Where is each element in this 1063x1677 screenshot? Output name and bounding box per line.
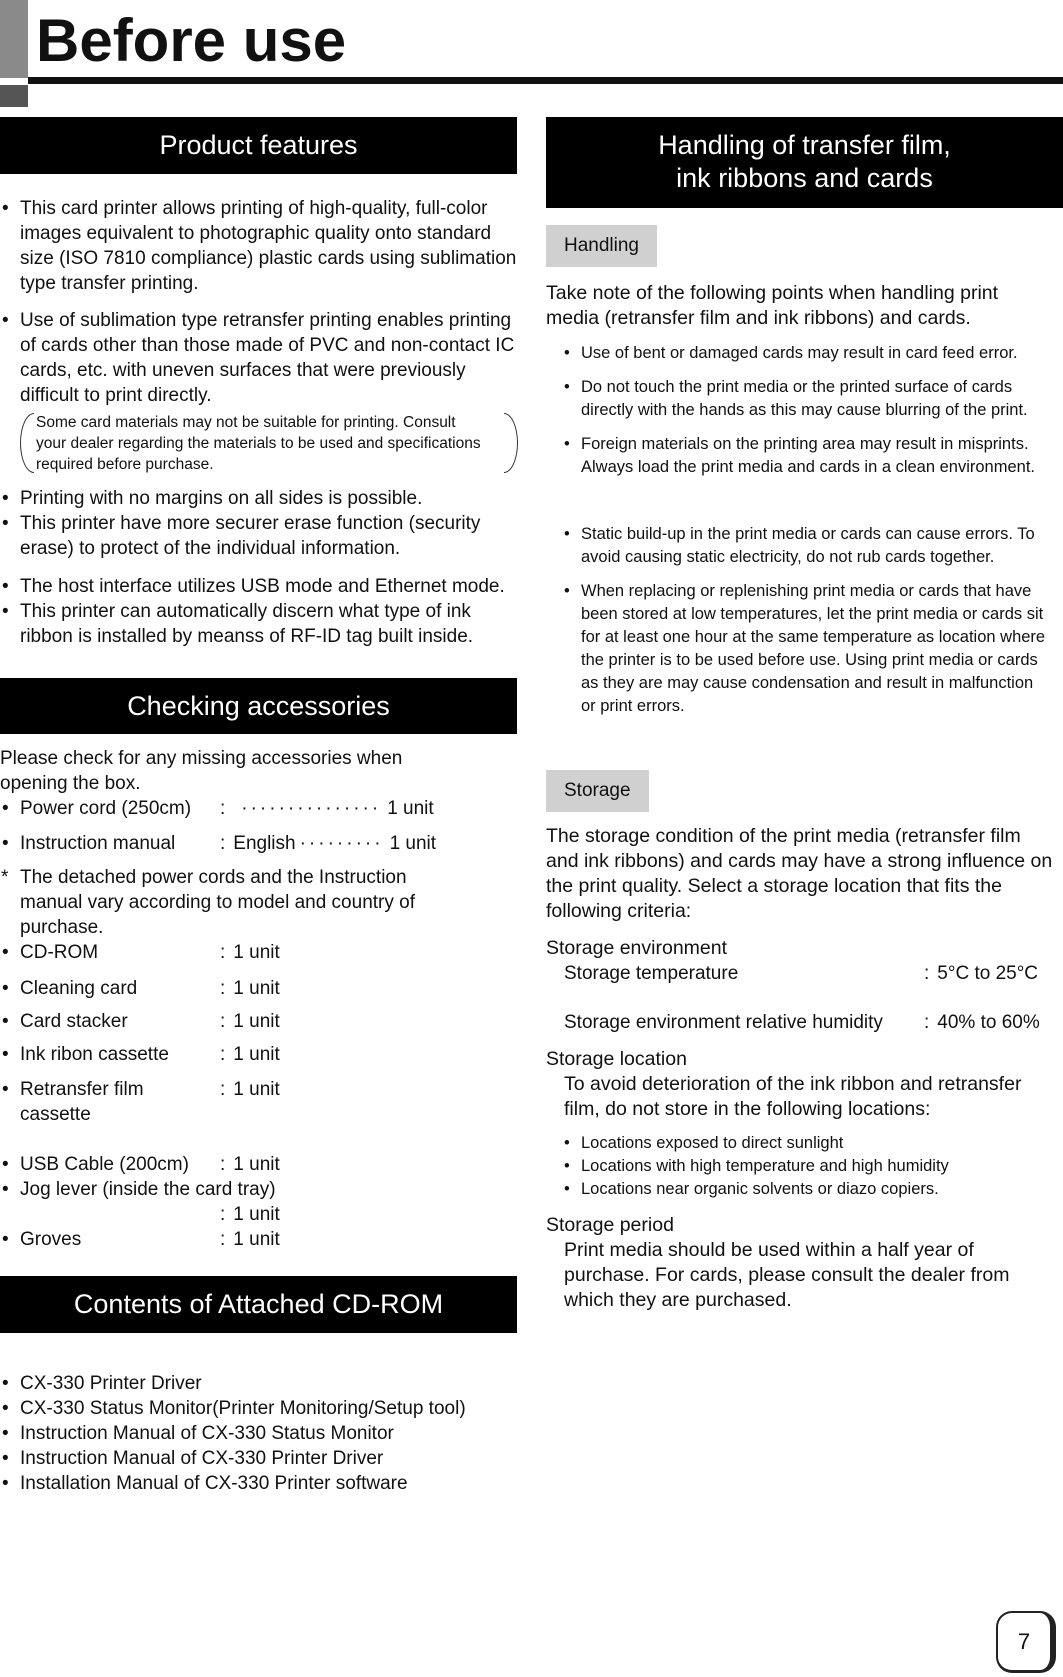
accessory-name: • Card stacker	[20, 1011, 128, 1032]
left-paren	[20, 413, 34, 473]
storage-location-text: To avoid deterioration of the ink ribbon and retransfer film, do not store in the following locations:	[564, 1073, 1022, 1120]
storage-humidity-label: Storage environment relative humidity	[564, 1012, 883, 1033]
handling-heading-line2: ink ribbons and cards	[676, 163, 933, 193]
product-features-list	[0, 196, 517, 649]
list-item: • This printer have more securer erase function (security erase) to protect of the individual information.	[0, 511, 517, 561]
storage-colon: :	[924, 963, 930, 984]
left-column	[0, 117, 517, 1496]
accessory-name: • Cleaning card	[20, 978, 138, 999]
accessory-cleaning-card	[0, 976, 517, 1001]
list-item: • Instruction Manual of CX-330 Status Monitor	[0, 1421, 517, 1446]
header-tab-dark	[0, 85, 28, 107]
accessories-intro: Please check for any missing accessories when opening the box.	[0, 748, 403, 794]
storage-subhead: Storage	[546, 770, 649, 812]
accessory-colon: :	[220, 978, 226, 999]
list-item: • Locations with high temperature and high humidity	[546, 1155, 1063, 1178]
storage-humidity-row	[546, 1010, 1063, 1035]
accessory-colon: :	[220, 1044, 226, 1065]
accessory-usb-cable	[0, 1152, 517, 1177]
accessory-name: • Retransfer film cassette	[20, 1079, 144, 1125]
storage-intro: The storage condition of the print media (retransfer film and ink ribbons) and cards may have a strong influence on the print quality. Select a storage location that fits the following criteria:	[546, 825, 1053, 922]
storage-humidity-value: 40% to 60%	[937, 1012, 1040, 1033]
accessory-qty: 1 unit	[233, 1204, 280, 1225]
storage-temperature-row	[546, 961, 1063, 986]
cdrom-contents-list	[0, 1371, 517, 1496]
storage-environment-heading: Storage environment	[546, 937, 728, 959]
jog-lever-qty-row	[0, 1202, 517, 1227]
accessory-name: • Ink ribon cassette	[20, 1044, 169, 1065]
storage-location-list	[546, 1132, 1063, 1201]
note-box	[20, 410, 518, 476]
accessory-colon: :	[220, 1079, 226, 1100]
accessory-jog-lever: • Jog lever (inside the card tray)	[0, 1177, 517, 1202]
product-features-heading: Product features	[0, 117, 517, 174]
accessory-name: • Groves	[20, 1229, 82, 1250]
accessory-colon: :	[220, 833, 226, 854]
cdrom-contents-heading: Contents of Attached CD-ROM	[0, 1276, 517, 1333]
storage-temperature-label: Storage temperature	[564, 963, 739, 984]
right-column	[546, 117, 1063, 1313]
accessory-instruction-manual	[0, 831, 517, 856]
accessory-qty: 1 unit	[233, 1229, 280, 1250]
list-item: • Locations near organic solvents or diazo copiers.	[546, 1178, 1063, 1201]
checking-accessories-heading: Checking accessories	[0, 678, 517, 734]
accessory-retransfer-film-cassette	[0, 1077, 517, 1127]
handling-heading	[546, 117, 1063, 208]
storage-period-heading: Storage period	[546, 1214, 674, 1236]
list-item: • This card printer allows printing of high-quality, full-color images equivalent to photographic quality onto standard size (ISO 7810 compliance) plastic cards using sublimation type transfer printing.	[0, 196, 517, 296]
accessory-power-cord	[0, 796, 517, 821]
accessories-footnote: * The detached power cords and the Instruction manual vary according to model and country of purchase.	[0, 865, 460, 940]
header-tab-gray	[0, 0, 28, 78]
accessory-qty: 1 unit	[233, 1044, 280, 1065]
title-rule	[28, 77, 1063, 84]
accessory-card-stacker	[0, 1009, 517, 1034]
accessory-cd-rom	[0, 940, 517, 965]
list-item: • Instruction Manual of CX-330 Printer Driver	[0, 1446, 517, 1471]
accessory-qty: 1 unit	[233, 1079, 280, 1100]
list-item: • Installation Manual of CX-330 Printer software	[0, 1471, 517, 1496]
list-item: • Locations exposed to direct sunlight	[546, 1132, 1063, 1155]
storage-temperature-value: 5°C to 25°C	[937, 963, 1039, 984]
storage-period-text: Print media should be used within a half year of purchase. For cards, please consult the dealer from which they are purchased.	[564, 1239, 1010, 1311]
accessory-groves	[0, 1227, 517, 1252]
accessory-qty: 1 unit	[233, 978, 280, 999]
leader-dots: ·········	[299, 833, 384, 854]
accessory-qty: 1 unit	[389, 833, 437, 854]
accessory-qty: 1 unit	[233, 1011, 280, 1032]
accessories-list	[0, 746, 517, 1252]
list-item: • Use of sublimation type retransfer printing enables printing of cards other than those made of PVC and non-contact IC cards, etc. with uneven surfaces that were previously difficult to print directly.	[0, 308, 517, 408]
list-item: • Use of bent or damaged cards may result in card feed error.	[546, 342, 1051, 365]
list-item: • This printer can automatically discern what type of ink ribbon is installed by meanss of RF-ID tag built inside.	[0, 599, 517, 649]
list-item: • Foreign materials on the printing area may result in misprints. Always load the print media and cards in a clean environment.	[546, 433, 1051, 479]
list-item: • Static build-up in the print media or cards can cause errors. To avoid causing static electricity, do not rub cards together.	[546, 523, 1051, 569]
accessory-name: • CD-ROM	[20, 942, 99, 963]
handling-intro: Take note of the following points when handling print media (retransfer film and ink ribbons) and cards.	[546, 282, 999, 329]
accessory-name: • USB Cable (200cm)	[20, 1154, 189, 1175]
accessory-ink-ribbon-cassette	[0, 1042, 517, 1067]
storage-location-heading: Storage location	[546, 1048, 687, 1070]
page-number: 7	[996, 1611, 1056, 1673]
accessory-colon: :	[220, 1011, 226, 1032]
accessory-qty: 1 unit	[387, 798, 434, 819]
handling-heading-line1: Handling of transfer film,	[658, 130, 951, 160]
page-title: Before use	[36, 7, 347, 74]
list-item: • Printing with no margins on all sides is possible.	[0, 486, 517, 511]
list-item: • Do not touch the print media or the printed surface of cards directly with the hands as this may cause blurring of the print.	[546, 376, 1051, 422]
accessory-colon: :	[220, 798, 226, 819]
list-item: • The host interface utilizes USB mode and Ethernet mode.	[0, 574, 517, 599]
accessory-colon: :	[220, 1204, 226, 1225]
handling-subhead: Handling	[546, 225, 657, 267]
accessory-name: • Instruction manual	[20, 833, 176, 854]
accessory-name: • Power cord (250cm)	[20, 798, 192, 819]
leader-dots: ···············	[241, 798, 382, 819]
list-item: • When replacing or replenishing print media or cards that have been stored at low temperatures, let the print media or cards sit for at least one hour at the same temperature as location where the printer is to be used before use. Using print media or cards as they are may cause condensation and result in malfunction or print errors.	[546, 580, 1051, 718]
accessory-colon: :	[220, 1154, 226, 1175]
handling-list	[546, 342, 1051, 718]
accessory-qty: 1 unit	[233, 942, 280, 963]
accessory-qty: 1 unit	[233, 1154, 280, 1175]
list-item: • CX-330 Status Monitor(Printer Monitoring/Setup tool)	[0, 1396, 517, 1421]
list-item: • CX-330 Printer Driver	[0, 1371, 517, 1396]
manual-language: English	[233, 833, 296, 854]
right-paren	[504, 413, 518, 473]
note-text: Some card materials may not be suitable for printing. Consult your dealer regarding the materials to be used and specifications required before purchase.	[36, 414, 481, 473]
accessory-colon: :	[220, 1229, 226, 1250]
accessory-colon: :	[220, 942, 226, 963]
storage-colon: :	[924, 1012, 930, 1033]
